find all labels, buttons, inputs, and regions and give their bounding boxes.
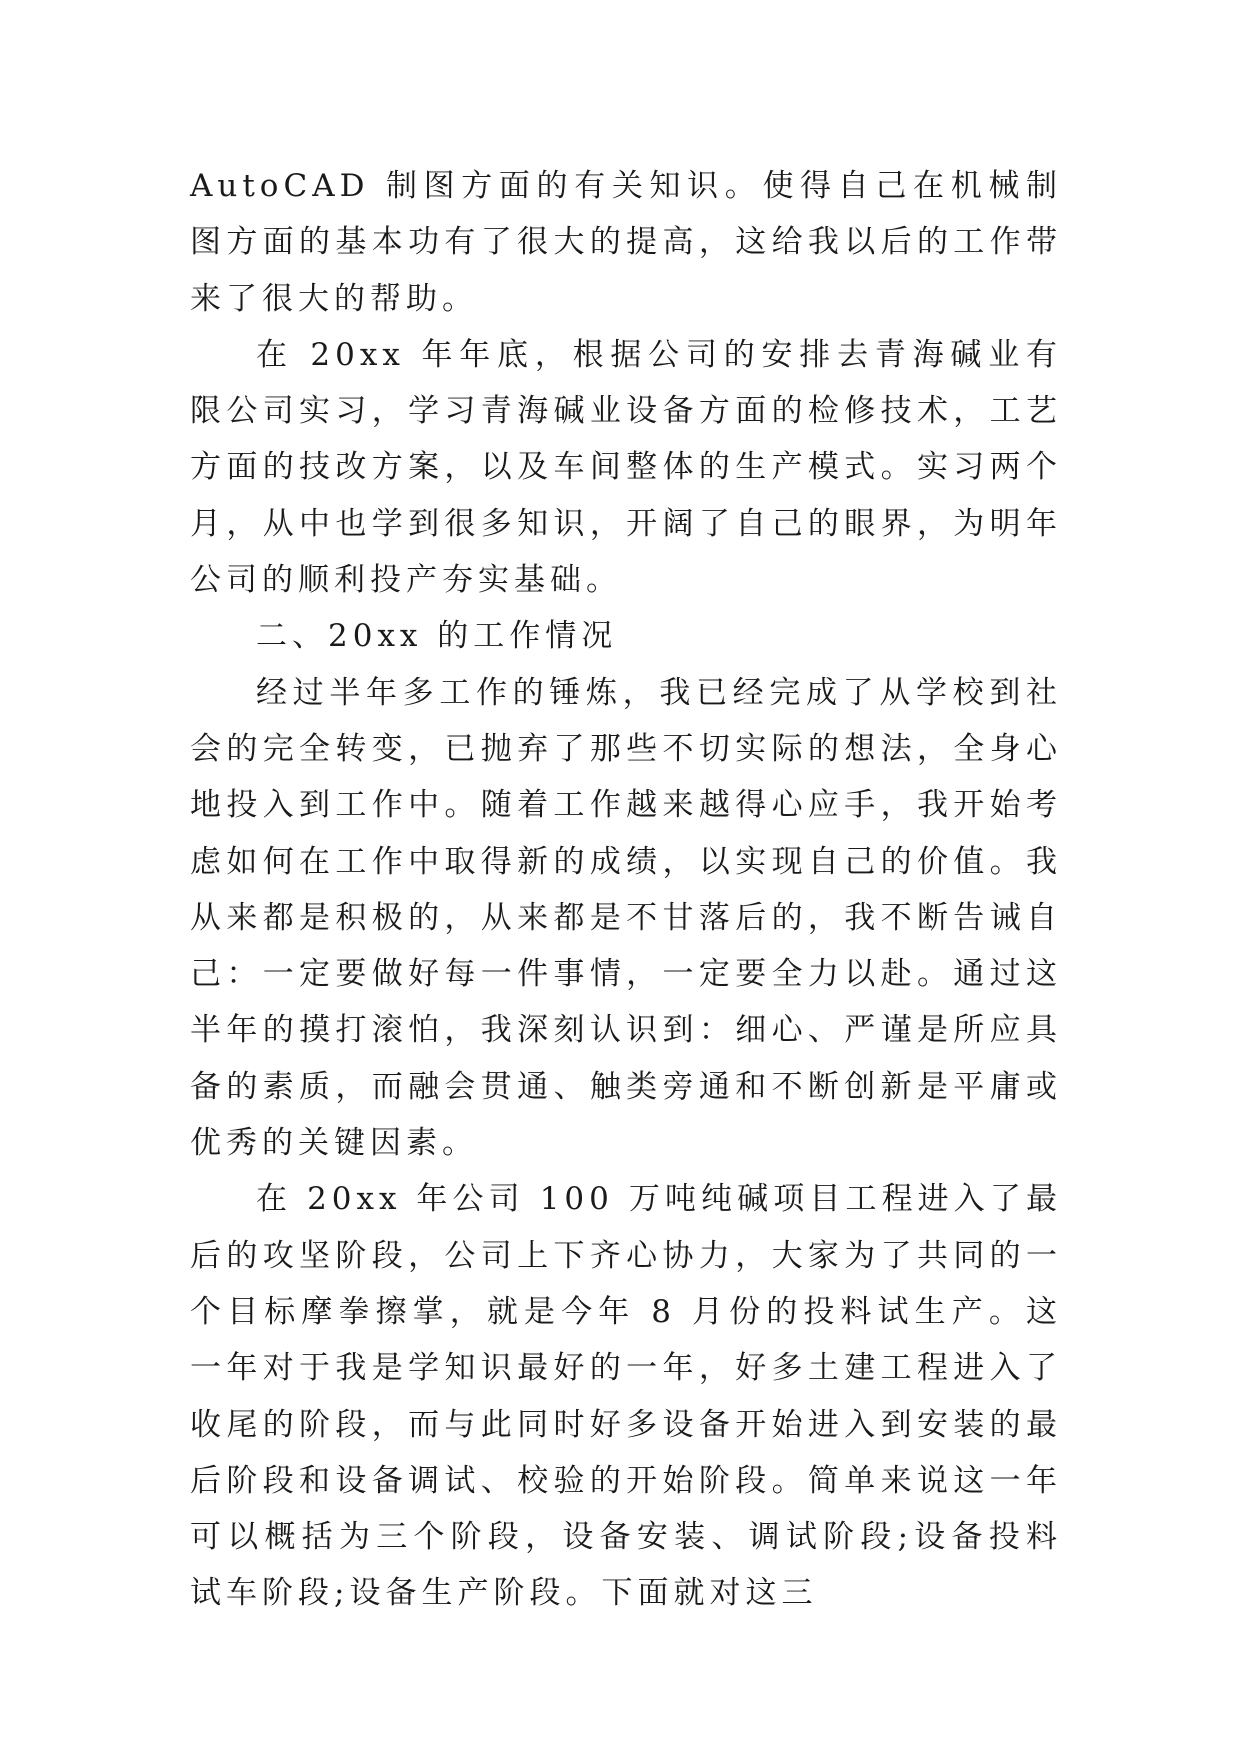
paragraph-autocad-skills: AutoCAD 制图方面的有关知识。使得自己在机械制图方面的基本功有了很大的提高，这给我以后的工作带来了很大的帮助。 xyxy=(190,168,1062,317)
paragraph-qinghai-internship: 在 20xx 年年底，根据公司的安排去青海碱业有限公司实习，学习青海碱业设备方面的检修技术，工艺方面的技改方案，以及车间整体的生产模式。实习两个月，从中也学到很多知识，开阔了自己的眼界，为明年公司的顺利投产夯实基础。 xyxy=(190,336,1062,599)
paragraph-soda-ash-project: 在 20xx 年公司 100 万吨纯碱项目工程进入了最后的攻坚阶段，公司上下齐心协力，大家为了共同的一个目标摩拳擦掌，就是今年 8 月份的投料试生产。这一年对于我是学知识最好的一年，好多土建工程进入了收尾的阶段，而与此同时好多设备开始进入到安装的最后阶段和设备调试、校验的开始阶段。简单来说这一年可以概括为三个阶段，设备安装、调试阶段;设备投料试车阶段;设备生产阶段。下面就对这三 xyxy=(190,1181,1062,1612)
paragraph-work-reflection: 经过半年多工作的锤炼，我已经完成了从学校到社会的完全转变，已抛弃了那些不切实际的想法，全身心地投入到工作中。随着工作越来越得心应手，我开始考虑如何在工作中取得新的成绩，以实现自己的价值。我从来都是积极的，从来都是不甘落后的，我不断告诫自己：一定要做好每一件事情，一定要全力以赴。通过这半年的摸打滚怕，我深刻认识到：细心、严谨是所应具备的素质，而融会贯通、触类旁通和不断创新是平庸或优秀的关键因素。 xyxy=(190,674,1062,1162)
document-body xyxy=(190,158,1062,1622)
section-heading-work-status: 二、20xx 的工作情况 xyxy=(256,618,618,655)
